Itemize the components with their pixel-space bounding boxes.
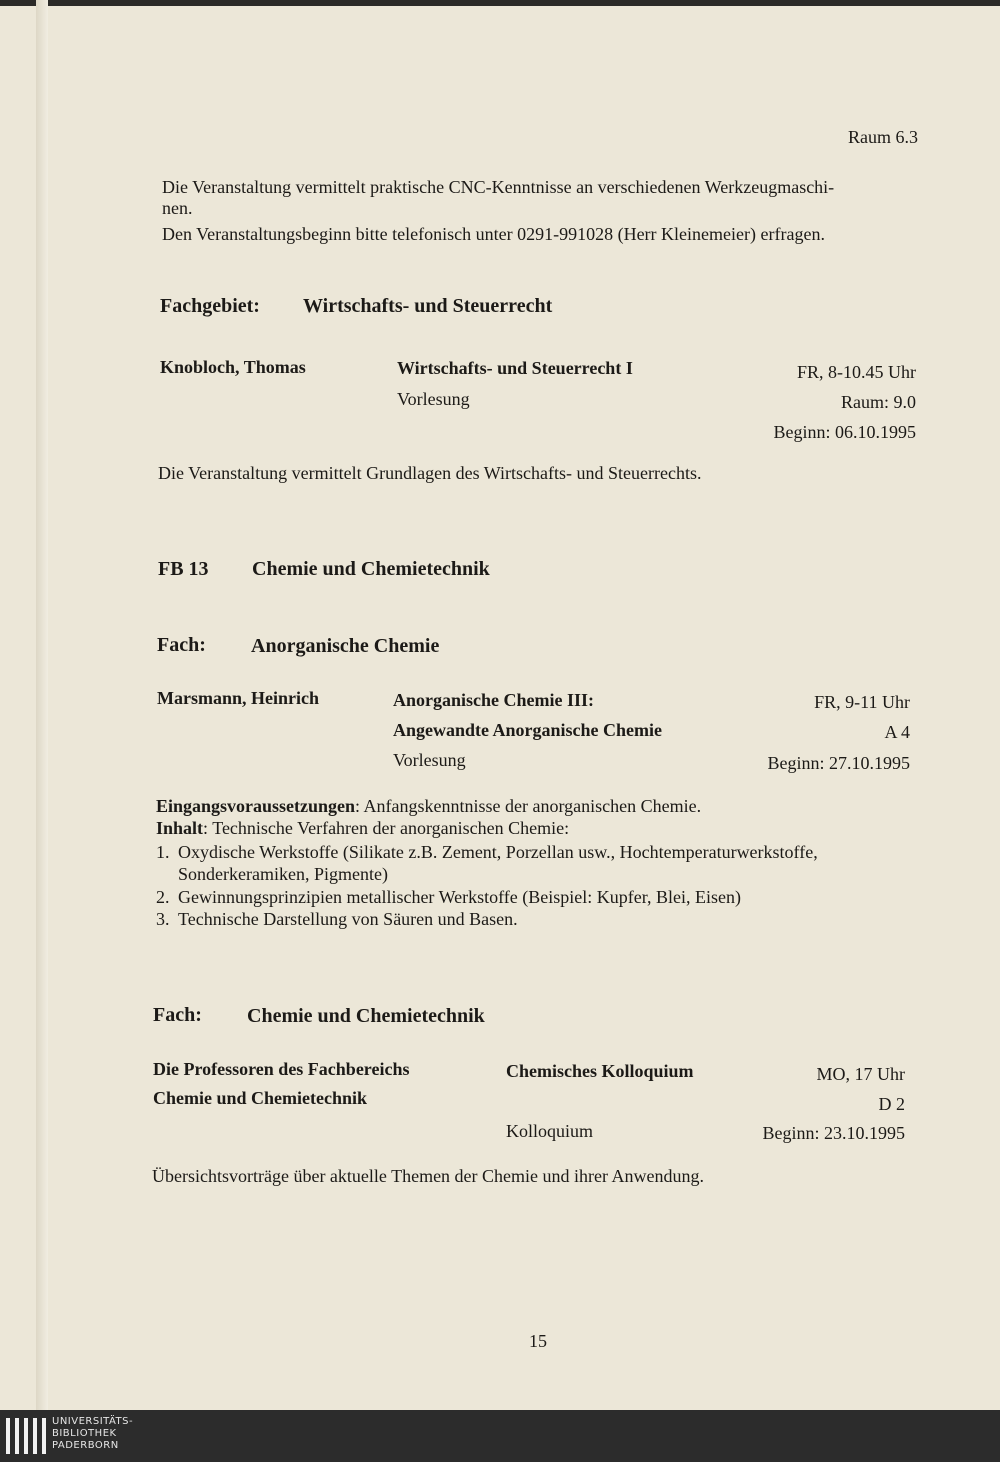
- list-item-number: 2.: [156, 887, 170, 907]
- page-number: 15: [529, 1331, 547, 1351]
- library-logo-line: UNIVERSITÄTS-: [52, 1416, 134, 1427]
- course2-start: Beginn: 27.10.1995: [767, 753, 910, 773]
- fach2-name: Chemie und Chemietechnik: [247, 1005, 485, 1027]
- course-room: Raum: 9.0: [841, 392, 916, 412]
- fachgebiet-label: Fachgebiet:: [160, 295, 260, 317]
- fachgebiet-description: Die Veranstaltung vermittelt Grundlagen des Wirtschafts- und Steuerrechts.: [158, 463, 702, 483]
- fachgebiet-name: Wirtschafts- und Steuerrecht: [303, 295, 553, 317]
- fach1-name: Anorganische Chemie: [251, 635, 440, 657]
- course-title: Wirtschafts- und Steuerrecht I: [397, 358, 633, 378]
- fach2-label: Fach:: [153, 1004, 202, 1026]
- course3-room: D 2: [878, 1094, 905, 1114]
- top-edge: [0, 0, 1000, 6]
- content-label: Inhalt: [156, 818, 204, 838]
- fb-name: Chemie und Chemietechnik: [252, 558, 490, 580]
- course2-room: A 4: [884, 722, 910, 742]
- course-time: FR, 8-10.45 Uhr: [796, 362, 916, 382]
- list-item-number: 1.: [156, 842, 170, 862]
- binding-gutter: [36, 0, 48, 1410]
- list-item-text: Oxydische Werkstoffe (Silikate z.B. Zement, Porzellan usw., Hochtemperaturwerkstoffe,: [178, 842, 818, 862]
- library-footer: [0, 1410, 1000, 1462]
- course3-type: Kolloquium: [506, 1121, 594, 1141]
- course3-start: Beginn: 23.10.1995: [762, 1123, 905, 1143]
- course-lecturer: Knobloch, Thomas: [160, 357, 306, 377]
- course3-lecturer-2: Chemie und Chemietechnik: [153, 1088, 368, 1108]
- library-logo-text: [52, 1416, 133, 1452]
- course-type: Vorlesung: [397, 389, 470, 409]
- course3-title: Chemisches Kolloquium: [506, 1061, 694, 1081]
- course2-title-2: Angewandte Anorganische Chemie: [393, 720, 662, 740]
- course2-type: Vorlesung: [393, 750, 466, 770]
- course2-title-1: Anorganische Chemie III:: [393, 690, 594, 710]
- prereq-label: Eingangsvoraussetzungen: [156, 796, 356, 816]
- intro-line-2: nen.: [162, 198, 193, 218]
- library-logo-icon: [6, 1418, 46, 1454]
- course2-time: FR, 9-11 Uhr: [814, 692, 910, 712]
- library-logo-line: PADERBORN: [52, 1440, 119, 1451]
- fb-label: FB 13: [158, 558, 209, 580]
- prereq-text: : Anfangskenntnisse der anorganischen Chemie.: [355, 796, 702, 816]
- fach1-label: Fach:: [157, 634, 206, 656]
- list-item-number: 3.: [156, 909, 170, 929]
- fach2-description: Übersichtsvorträge über aktuelle Themen der Chemie und ihrer Anwendung.: [152, 1166, 704, 1186]
- course3-time: MO, 17 Uhr: [816, 1064, 905, 1084]
- course-start: Beginn: 06.10.1995: [773, 422, 916, 442]
- content-text: : Technische Verfahren der anorganischen Chemie:: [203, 818, 570, 838]
- course3-lecturer-1: Die Professoren des Fachbereichs: [153, 1059, 410, 1079]
- room-top: Raum 6.3: [848, 127, 918, 147]
- intro-line-1: Die Veranstaltung vermittelt praktische CNC-Kenntnisse an verschiedenen Werkzeugmaschi-: [162, 177, 835, 197]
- list-item-text: Technische Darstellung von Säuren und Basen.: [178, 909, 518, 929]
- course2-lecturer: Marsmann, Heinrich: [157, 688, 319, 708]
- content-line: [156, 817, 569, 839]
- list-item-text: Gewinnungsprinzipien metallischer Werkstoffe (Beispiel: Kupfer, Blei, Eisen): [178, 887, 742, 907]
- library-logo-line: BIBLIOTHEK: [52, 1428, 117, 1439]
- prereq-line: [156, 795, 701, 817]
- list-item-text-cont: Sonderkeramiken, Pigmente): [178, 864, 388, 884]
- intro-line-3: Den Veranstaltungsbeginn bitte telefonisch unter 0291-991028 (Herr Kleinemeier) erfragen.: [162, 224, 825, 244]
